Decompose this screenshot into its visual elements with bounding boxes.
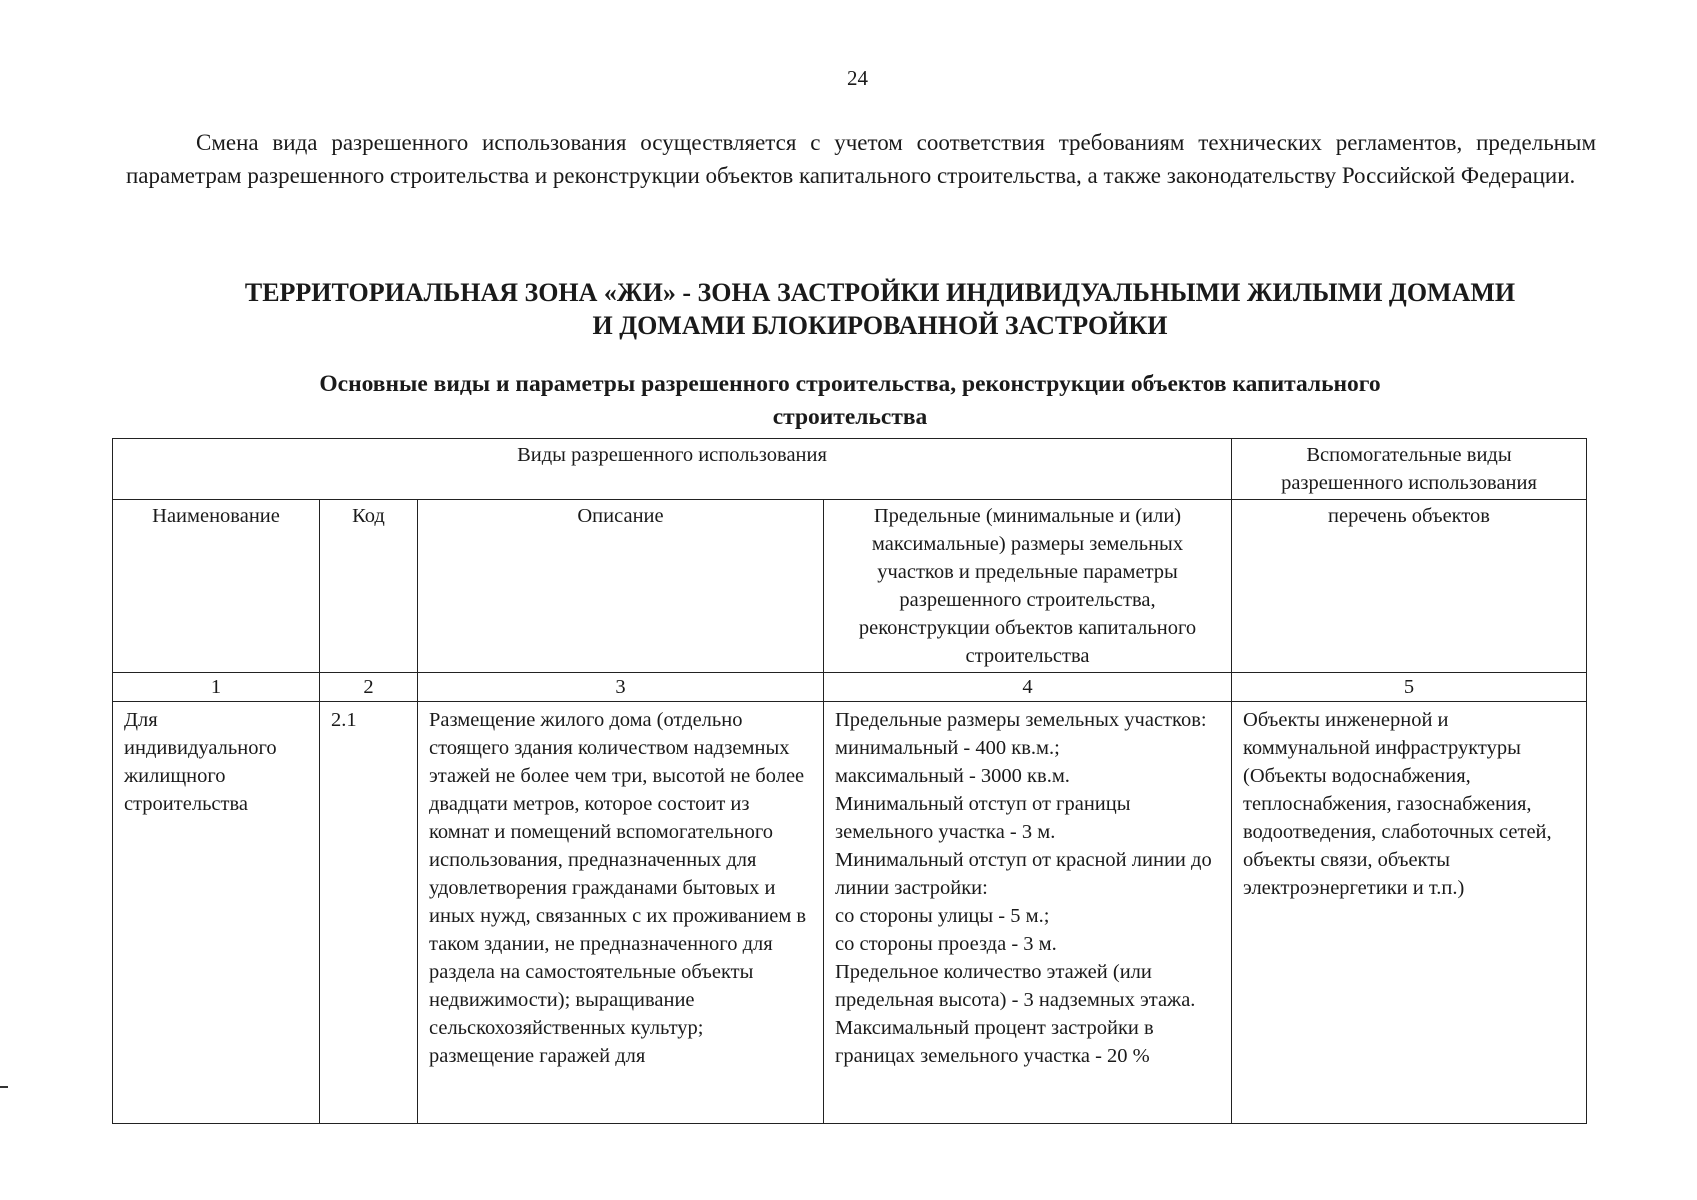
margin-mark: [0, 1086, 8, 1088]
cell-code: [320, 702, 418, 1124]
zone-title-line-2: И ДОМАМИ БЛОКИРОВАННОЙ ЗАСТРОЙКИ: [592, 311, 1168, 340]
row-code-text: 2.1: [331, 709, 357, 731]
column-header-code: Код: [320, 500, 418, 673]
column-number-4: 4: [824, 673, 1232, 702]
column-header-objects-list: перечень объектов: [1232, 500, 1587, 673]
group-header-main: Виды разрешенного использования: [113, 439, 1232, 500]
cell-auxiliary: [1232, 702, 1587, 1124]
zone-title: [150, 276, 1610, 342]
section-title-line-1: Основные виды и параметры разрешенного строительства, реконструкции объектов капитального: [319, 371, 1381, 397]
table-column-number-row: [113, 673, 1587, 702]
zone-title-line-1: ТЕРРИТОРИАЛЬНАЯ ЗОНА «ЖИ» - ЗОНА ЗАСТРОЙКИ ИНДИВИДУАЛЬНЫМИ ЖИЛЫМИ ДОМАМИ: [244, 278, 1516, 307]
section-title-line-2: строительства: [772, 404, 928, 430]
column-number-5: 5: [1232, 673, 1587, 702]
table-row: [113, 702, 1587, 1124]
column-header-parameters: Предельные (минимальные и (или) максимальные) размеры земельных участков и предельные параметры разрешенного строительства, реконструкции объектов капитального строительства: [824, 500, 1232, 673]
group-header-auxiliary: Вспомогательные виды разрешенного использования: [1232, 439, 1587, 500]
row-description-text: Размещение жилого дома (отдельно стоящего здания количеством надземных этажей не более чем три, высотой не более двадцати метров, которое состоит из комнат и помещений вспомогательного использования, предназначенных для удовлетворения гражданами бытовых и иных нужд, связанных с их проживанием в таком здании, не предназначенного для раздела на самостоятельные объекты недвижимости); выращивание сельскохозяйственных культур; размещение гаражей для: [429, 709, 807, 1067]
cell-name: [113, 702, 320, 1124]
row-parameters-text: Предельные размеры земельных участков: минимальный - 400 кв.м.; максимальный - 3000 кв.м. Минимальный отступ от границы земельного участка - 3 м. Минимальный отступ от красной линии до линии застройки: со стороны улицы - 5 м.; со стороны проезда - 3 м. Предельное количество этажей (или предельная высота) - 3 надземных этажа. Максимальный процент застройки в границах земельного участка - 20 %: [835, 709, 1212, 1067]
column-header-description: Описание: [418, 500, 824, 673]
section-title: [200, 368, 1500, 434]
column-number-1: 1: [113, 673, 320, 702]
column-number-3: 3: [418, 673, 824, 702]
cell-parameters: [824, 702, 1232, 1124]
row-auxiliary-text: Объекты инженерной и коммунальной инфраструктуры (Объекты водоснабжения, теплоснабжения, газоснабжения, водоотведения, слаботочных сетей, объекты связи, объекты электроэнергетики и т.п.): [1243, 709, 1552, 899]
page-number: 24: [847, 66, 868, 90]
column-number-2: 2: [320, 673, 418, 702]
cell-description: [418, 702, 824, 1124]
intro-paragraph: Смена вида разрешенного использования осуществляется с учетом соответствия требованиям технических регламентов, предельным параметрам разрешенного строительства и реконструкции объектов капитального строительства, а также законодательству Российской Федерации.: [126, 130, 1596, 188]
land-use-parameters-table: [112, 438, 1587, 1124]
table-column-header-row: [113, 500, 1587, 673]
column-header-name: Наименование: [113, 500, 320, 673]
table-group-header-row: [113, 439, 1587, 500]
row-name-text: Для индивидуального жилищного строительства: [124, 709, 277, 815]
